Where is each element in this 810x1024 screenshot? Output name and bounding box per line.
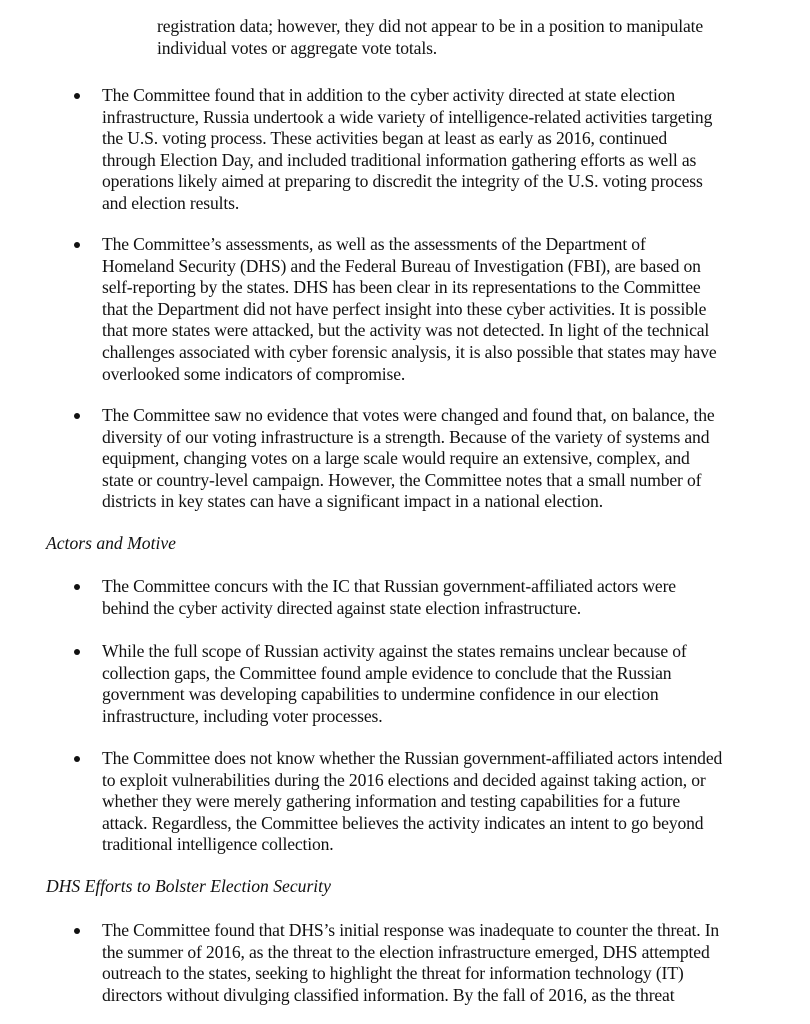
text-line: districts in key states can have a significant impact in a national election. bbox=[102, 491, 603, 512]
text-line: overlooked some indicators of compromise. bbox=[102, 363, 406, 384]
text-line: through Election Day, and included traditional information gathering efforts as well as bbox=[102, 149, 697, 170]
text-line: The Committee does not know whether the Russian government-affiliated actors intended bbox=[102, 748, 723, 768]
bullet-icon bbox=[74, 93, 80, 99]
text-line: government was developing capabilities to undermine confidence in our election bbox=[102, 684, 659, 705]
bullet-icon bbox=[74, 928, 80, 934]
text-line: The Committee found that in addition to the cyber activity directed at state election bbox=[102, 85, 676, 105]
text-line: attack. Regardless, the Committee believes the activity indicates an intent to go beyond bbox=[102, 812, 704, 833]
text-line: collection gaps, the Committee found ample evidence to conclude that the Russian bbox=[102, 662, 672, 683]
text-line: The Committee concurs with the IC that Russian government-affiliated actors were bbox=[102, 576, 676, 596]
text-line: challenges associated with cyber forensic analysis, it is also possible that states may have bbox=[102, 341, 717, 362]
text-line: and election results. bbox=[102, 192, 240, 213]
text-line: operations likely aimed at preparing to discredit the integrity of the U.S. voting process bbox=[102, 171, 703, 192]
bullet-icon bbox=[74, 413, 80, 419]
text-line: Homeland Security (DHS) and the Federal Bureau of Investigation (FBI), are based on bbox=[102, 255, 701, 276]
text-line: The Committee found that DHS’s initial response was inadequate to counter the threat. In bbox=[102, 920, 720, 940]
text-line: the summer of 2016, as the threat to the election infrastructure emerged, DHS attempted bbox=[102, 941, 710, 962]
text-line: state or country-level campaign. However, the Committee notes that a small number of bbox=[102, 469, 702, 490]
text-line: registration data; however, they did not appear to be in a position to manipulate bbox=[157, 16, 704, 36]
bullet-icon bbox=[74, 756, 80, 762]
text-line: that the Department did not have perfect insight into these cyber activities. It is possible bbox=[102, 298, 707, 319]
text-line: traditional intelligence collection. bbox=[102, 834, 334, 855]
bullet-icon bbox=[74, 584, 80, 590]
text-line: the U.S. voting process. These activities began at least as early as 2016, continued bbox=[102, 128, 668, 149]
text-line: infrastructure, including voter processes. bbox=[102, 705, 383, 726]
text-line: behind the cyber activity directed against state election infrastructure. bbox=[102, 597, 582, 618]
bullet-text bbox=[102, 641, 687, 727]
text-line: whether they were merely gathering information and testing capabilities for a future bbox=[102, 791, 681, 812]
bullet-text bbox=[102, 234, 717, 385]
bullet-text bbox=[102, 748, 722, 856]
continuation-paragraph bbox=[157, 16, 703, 59]
text-line: equipment, changing votes on a large scale would require an extensive, complex, and bbox=[102, 448, 690, 469]
bullet-icon bbox=[74, 649, 80, 655]
text-line: The Committee’s assessments, as well as the assessments of the Department of bbox=[102, 234, 646, 254]
text-line: directors without divulging classified information. By the fall of 2016, as the threat bbox=[102, 984, 675, 1005]
text-line: to exploit vulnerabilities during the 2016 elections and decided against taking action, or bbox=[102, 769, 706, 790]
bullet-text bbox=[102, 405, 715, 513]
section-heading-dhs-efforts: DHS Efforts to Bolster Election Security bbox=[46, 876, 331, 896]
section-heading-actors-and-motive: Actors and Motive bbox=[46, 533, 176, 553]
text-line: infrastructure, Russia undertook a wide variety of intelligence-related activities targeting bbox=[102, 106, 713, 127]
text-line: that more states were attacked, but the activity was not detected. In light of the technical bbox=[102, 320, 710, 341]
text-line: self-reporting by the states. DHS has been clear in its representations to the Committee bbox=[102, 277, 701, 298]
text-line: The Committee saw no evidence that votes were changed and found that, on balance, the bbox=[102, 405, 715, 425]
text-line: outreach to the states, seeking to highlight the threat for information technology (IT) bbox=[102, 963, 684, 984]
bullet-icon bbox=[74, 242, 80, 248]
text-line: diversity of our voting infrastructure is a strength. Because of the variety of systems and bbox=[102, 426, 710, 447]
bullet-text bbox=[102, 920, 719, 1006]
bullet-text bbox=[102, 576, 676, 619]
bullet-text bbox=[102, 85, 712, 215]
text-line: individual votes or aggregate vote totals. bbox=[157, 37, 438, 58]
text-line: While the full scope of Russian activity against the states remains unclear because of bbox=[102, 641, 687, 661]
